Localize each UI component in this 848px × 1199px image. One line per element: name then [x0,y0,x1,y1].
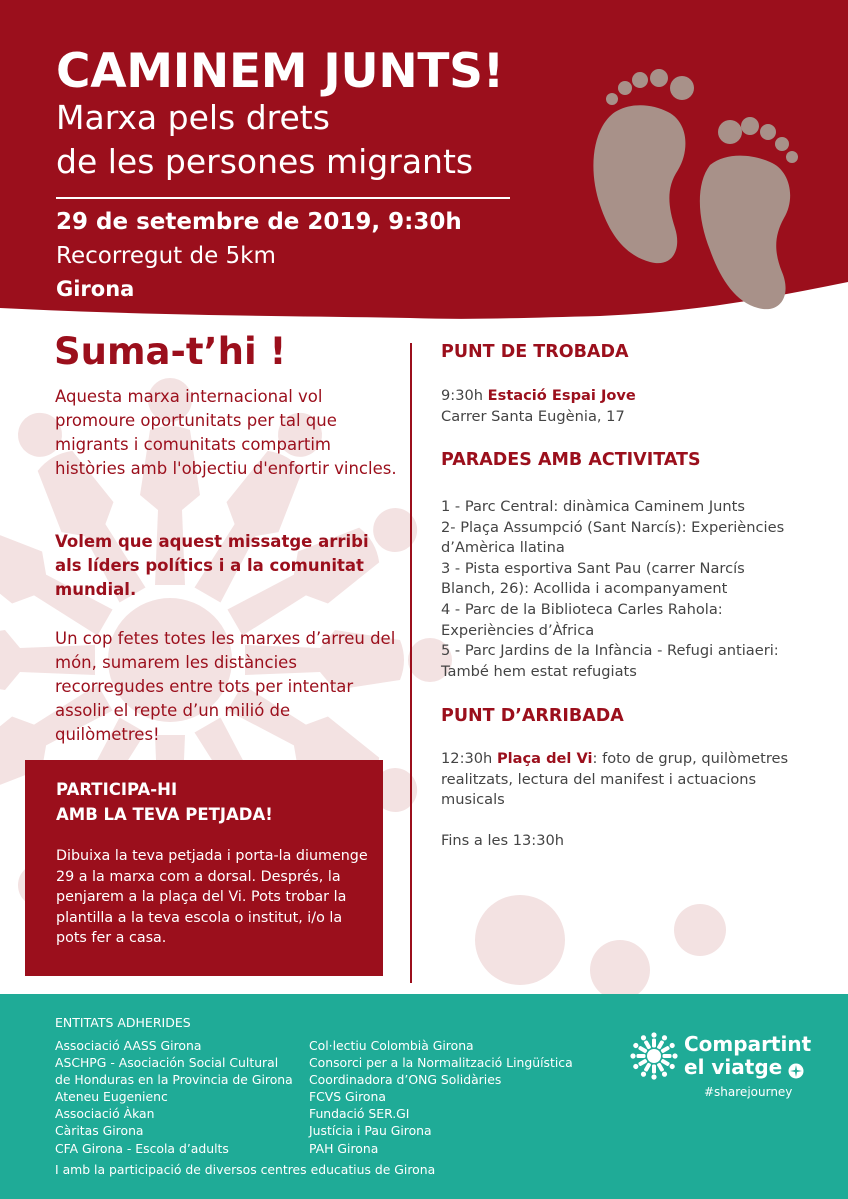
entity-item: ASCHPG - Asociación Social Cultural [55,1055,279,1071]
people-circle-icon [628,1030,680,1082]
participa-text: Dibuixa la teva petjada i porta-la diumenge 29 a la marxa com a dorsal. Després, la penjarem a la plaça del Vi. Pots trobar la plantilla a la teva escola o institut, i/o la pots fer a casa. [56,848,368,947]
meeting-heading: PUNT DE TROBADA [441,342,629,362]
caritas-cross-icon [788,1063,804,1079]
meeting-time: 9:30h [441,387,484,404]
footer-heading: ENTITATS ADHERIDES [55,1015,191,1030]
arrival-description: : foto de grup, quilòmetres realitzats, lectura del manifest i actuacions musicals [441,750,789,809]
entities-list-2 [309,1037,573,1157]
logo-text-line2: el viatge [684,1055,783,1079]
entity-item: Coordinadora d’ONG Solidàries [309,1072,502,1088]
meeting-details [441,386,801,427]
participa-heading-line2: AMB LA TEVA PETJADA! [56,805,273,824]
entity-item: Justícia i Pau Girona [309,1123,432,1139]
meeting-address: Carrer Santa Eugènia, 17 [441,407,625,425]
stop-item: 2- Plaça Assumpció (Sant Narcís): Experiències d’Amèrica llatina [441,518,785,557]
stop-item: 1 - Parc Central: dinàmica Caminem Junts [441,498,745,515]
entity-item: de Honduras en la Provincia de Girona [55,1072,293,1088]
subtitle-line2: de les persones migrants [56,142,474,181]
logo-text-line1: Compartint [684,1032,812,1056]
footprints-icon [570,40,810,340]
participa-heading-line1: PARTICIPA-HI [56,780,178,799]
entity-item: FCVS Girona [309,1089,386,1105]
entities-list-1 [55,1037,293,1157]
subtitle-line1: Marxa pels drets [56,98,330,137]
arrival-heading: PUNT D’ARRIBADA [441,706,624,726]
stops-heading: PARADES AMB ACTIVITATS [441,450,701,470]
event-date: 29 de setembre de 2019, 9:30h [56,209,462,235]
entity-item: Associació Àkan [55,1106,155,1122]
arrival-details [441,749,801,811]
entity-item: Col·lectiu Colombià Girona [309,1038,474,1053]
arrival-place: Plaça del Vi [496,750,593,767]
closing-paragraph: Un cop fetes totes les marxes d’arreu del món, sumarem les distàncies recorregudes entre tots per intentar assolir el repte d’un milió de quilòmetres! [55,629,396,744]
stop-item: 4 - Parc de la Biblioteca Carles Rahola: Experiències d’Àfrica [441,600,723,639]
entity-item: CFA Girona - Escola d’adults [55,1140,229,1156]
highlight-paragraph: Volem que aquest missatge arribi als líders polítics i a la comunitat mundial. [55,532,369,599]
stops-list [441,497,801,682]
arrival-end: Fins a les 13:30h [441,832,565,849]
stop-item: 3 - Pista esportiva Sant Pau (carrer Narcís Blanch, 26): Acollida i acompanyament [441,559,745,598]
entity-item: Consorci per a la Normalització Lingüística [309,1055,573,1071]
arrival-time: 12:30h [441,750,493,767]
entity-item: Ateneu Eugenienc [55,1089,168,1105]
entity-item: Associació AASS Girona [55,1038,202,1053]
participa-heading [56,777,273,827]
event-city: Girona [56,277,135,301]
meeting-place: Estació Espai Jove [487,387,636,404]
logo-hashtag: #sharejourney [704,1085,793,1099]
stop-item: 5 - Parc Jardins de la Infància - Refugi antiaeri: També hem estat refugiats [441,642,779,680]
header-divider [56,197,510,199]
column-divider [410,343,412,983]
participa-box [25,760,383,976]
suma-heading: Suma-t’hi ! [54,330,287,373]
footer-note: I amb la participació de diversos centres educatius de Girona [55,1162,436,1177]
intro-paragraph: Aquesta marxa internacional vol promoure oportunitats per tal que migrants i comunitats compartim històries amb l'objectiu d'enfortir vincles. [55,387,397,478]
route-length: Recorregut de 5km [56,243,276,269]
entity-item: Càritas Girona [55,1123,144,1139]
page-title: CAMINEM JUNTS! [56,44,504,99]
entity-item: Fundació SER.GI [309,1106,410,1122]
entity-item: PAH Girona [309,1140,379,1156]
footer [0,994,848,1199]
